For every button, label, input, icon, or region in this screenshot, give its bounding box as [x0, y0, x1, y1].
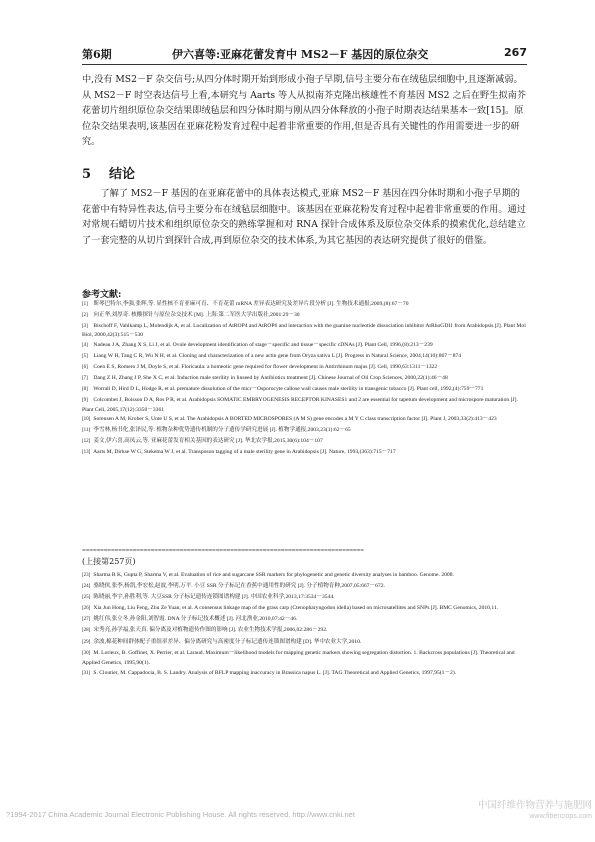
reference-number: [30]	[82, 650, 91, 656]
reference-text: Xia Jun Hong, Liu Feng, Zhu Ze Yuan, et al. A consensus linkage map of the grass carp (Ctenopharyngodon idella) based on microsatellites and SNPs [J]. BMC Genomics, 2010,11.	[92, 605, 499, 612]
reference-text: Aarts M, Dirkse W G, Stekema W J, et al. Transposon tagging of a male sterility gene in Arabidopsis [J]. Nature, 1993,(363):715－717	[92, 449, 396, 456]
reference-number: [23]	[82, 573, 91, 578]
header-divider	[82, 64, 527, 65]
reference-number: [3]	[82, 323, 88, 329]
reference-text: Nadeau J A, Zhang X S, Li J, et al. Ovule development identification of stage－specific and tissue－specific cDNAs [J]. Plant Cell, 1996,(8):213－239	[92, 342, 433, 349]
body-paragraph: 中,没有 MS2－F 杂交信号;从四分体时期开始到形成小孢子早期,信号主要分布在绒毡层细胞中,且逐渐减弱。从 MS2－F 时空表达信号上看,本研究与 Aarts 等人从拟南芥克隆出核雄性不育基因 MS2 之后在野生拟南芥花蕾切片组织原位杂交结果即绒毡层和四分体时期与刚从四分体释放的小孢子时期表达结果基本一致[15]。原位杂交结果表明,该基因在亚麻花粉发育过程中起着非常重要的作用,但是否具有关键性的作用需要进一步的研究。	[82, 74, 526, 148]
reference-text: 余波,棉花种间群体配子重组率差异、偏分离研究与高密度分子标记遗传连锁图谱构建 [D]. 华中农业大学,2010.	[92, 638, 362, 645]
reference-text: 姚红伟,张立冬,孙金阳,刘智霞. DNA 分子标记技术概述 [J]. 河北渔业,2010,07:42－46.	[92, 616, 298, 623]
reference-number: [4]	[82, 343, 88, 349]
reference-entry	[82, 615, 527, 625]
reference-number: [11]	[82, 428, 91, 434]
running-title: 伊六喜等:亚麻花蕾发育中 MS2－F 基因的原位杂交	[172, 48, 429, 61]
reference-entry	[82, 626, 527, 636]
reference-number: [8]	[82, 386, 88, 392]
reference-text: Dang Z H, Zhang J P, She X C, et al. Induction male sterility in linseed by Antibiotics treatment [J]. Chinese Journal of Oil Crop Sciences, 2000,22(1):46－48	[92, 375, 448, 382]
reference-number: [13]	[82, 450, 91, 456]
reference-entry	[82, 571, 527, 581]
copyright-footer: ?1994-2017 China Academic Journal Electronic Publishing House. All rights reserved. http://www.cnki.net	[6, 810, 355, 819]
reference-number: [2]	[82, 312, 88, 318]
reference-entry	[82, 448, 527, 458]
reference-entry	[82, 426, 527, 436]
reference-entry	[82, 593, 527, 603]
reference-text: Worrall D, Hird D L, Hodge R, et al. premature dissolution of the micr－Osporocyte callose wall causes male sterility in transgenic tobacco [J]. Plant cell, 1992,(4):759－771	[92, 385, 484, 392]
reference-entry	[82, 669, 527, 679]
watermark-title: 中国纤维作物营养与施肥网	[477, 800, 592, 811]
discussion-text	[82, 72, 527, 150]
reference-entry	[82, 437, 527, 447]
reference-text: Colcombet J, Boisson D A, Ros P R, et al. Arabidopsis SOMATIC EMBRYOGENESIS RECEPTOR KINASES1 and 2 are essential for tapetum development and microspore maturation [J]. Plant Cell, 2005,17(12):3350－3361	[82, 396, 518, 413]
reference-number: [12]	[82, 439, 91, 445]
reference-number: [9]	[82, 397, 88, 403]
conclusion-text	[82, 186, 527, 248]
reference-entry	[82, 649, 527, 668]
reference-entry	[82, 363, 527, 373]
reference-number: [27]	[82, 617, 91, 623]
section-heading	[82, 163, 135, 182]
reference-text: 向正华,刘厚奇. 核酸探针与原位杂交技术 [M]. 上海:第二军医大学出版社,2001:29－30	[92, 311, 300, 318]
reference-number: [31]	[82, 670, 91, 676]
reference-entry	[82, 415, 527, 425]
reference-number: [24]	[82, 584, 91, 590]
reference-entry	[82, 604, 527, 614]
watermark-url: www.fibercrops.com	[529, 813, 592, 820]
references-heading: 参考文献:	[82, 290, 122, 300]
section-number: 5	[82, 167, 92, 182]
reference-list-continued	[82, 571, 527, 680]
reference-number: [1]	[82, 302, 88, 307]
running-header	[82, 46, 527, 64]
reference-number: [10]	[82, 417, 91, 423]
reference-text: 骆晓侠,张李,杨凯,李宏松,赵波,李明,万平. 小豆 SSR 分子标记在香蕉中通用性的研究 [J]. 分子植物育种,2007,05:667－672.	[92, 583, 385, 590]
continued-label: (上接第257页)	[82, 557, 136, 566]
reference-text: M. Lorieux, B. Goffinet, X. Perrier, et al. Laraud. Maximum－likelihood models for mapping genetic markers showing segregation distortion. 1. Backcross populations [J]. Theoretical and Applied Genetics, 1995,90(1).	[82, 649, 515, 666]
reference-text: 斯琴巴特尔,李强,张辉,等. 显性核不育亚麻可育、不育花蕾 mRNA 差异表达研究及差异片段分析 [J]. 生物技术通报,2009,(8):67－70	[92, 301, 409, 307]
reference-text: 李雪林,杨书化,张泽民,等. 植物杂种优势遗传机制的分子遗传学研究进展 [J]. 植物学通报,2003,23(1):62－65	[92, 427, 351, 434]
reference-number: [6]	[82, 365, 88, 371]
page-number: 267	[504, 46, 527, 59]
reference-number: [25]	[82, 595, 91, 601]
reference-text: Bischoff F, Vahlkamp L, Molendijk A, et al. Localization of AtROP4 and AtROP6 and interaction with the guanine nucleotide dissociation inhibitor AtRhoGDI1 from Arabidopsis [J]. Plant Mol Biol, 2000,42(3):515－530	[82, 322, 526, 339]
reference-entry	[82, 322, 527, 340]
issue-number: 第6期	[82, 48, 112, 61]
reference-number: [7]	[82, 376, 88, 382]
reference-number: [26]	[82, 606, 91, 612]
reference-text: Sharma R K, Gupta P, Sharma V, et al. Evaluation of rice and sugarcane SSR markers for phylogenetic and genetic diversity analyses in bamboo. Genome. 2008.	[92, 572, 454, 578]
reference-entry	[82, 385, 527, 395]
reference-list	[82, 300, 527, 459]
reference-entry	[82, 300, 527, 310]
reference-number: [5]	[82, 354, 88, 360]
reference-entry	[82, 582, 527, 592]
reference-text: Coen E S, Romero J M, Doyle S, et al. Floricaula: a homeotic gene required for flower development in Antirrhinum majus [J]. Cell, 1990,63:1311－1322	[92, 364, 438, 371]
site-watermark	[456, 800, 592, 822]
section-title: 结论	[109, 167, 136, 182]
reference-text: 陈晓丽,李宇,孙胜利,等. 大豆SSR 分子标记遗传连锁图谱构建 [J]. 中国农业科学,2013,17:3534－3544.	[92, 594, 335, 601]
reference-entry	[82, 341, 527, 351]
section-separator: ≈≈≈≈≈≈≈≈≈≈≈≈≈≈≈≈≈≈≈≈≈≈≈≈≈≈≈≈≈≈≈≈≈≈≈≈≈≈≈≈≈≈≈≈≈≈≈≈≈≈≈≈≈≈≈≈≈≈≈≈≈≈≈≈≈≈≈≈≈≈≈≈≈≈≈≈≈≈	[82, 548, 364, 554]
reference-entry	[82, 352, 527, 362]
reference-entry	[82, 396, 527, 414]
reference-text: 姜文,伊六喜,高凤云,等. 亚麻花蕾发育相关基因的表达研究 [J]. 华北农学报,2015,30(6):104－107	[92, 438, 323, 445]
conclusion-paragraph: 了解了 MS2－F 基因的在亚麻花蕾中的具体表达模式,亚麻 MS2－F 基因在四分体时期和小孢子早期的花蕾中有特异性表达,信号主要分布在绒毡层细胞中。该基因在亚麻花粉发育过程中起着非常重要的作用。通过对常规石蜡切片技术和组织原位杂交的熟练掌握和对 RNA 探针合成体系及原位杂交体系的摸索优化,总结建立了一套完整的从切片到探针合成,再到原位杂交的技术体系,为其它基因的表达研究提供了很好的借鉴。	[82, 188, 526, 246]
reference-entry	[82, 311, 527, 321]
reference-text: Sorensen A M, Krober S, Unte U S, et al. The Arabidopsis A BORTED MICROSPORES (A M S) gene encodes a M Y C class transcription factor [J]. Plant J, 2003,33(2):413－423	[92, 416, 497, 423]
reference-number: [29]	[82, 639, 91, 645]
reference-text: S. Cloutier, M. Cappadocia, B. S. Landry. Analysis of RFLP mapping inaccuracy in Brassica napus L. [J]. TAG Theoretical and Applied Genetics, 1997,95(1－2).	[92, 669, 457, 676]
reference-entry	[82, 374, 527, 384]
reference-number: [28]	[82, 628, 91, 634]
reference-text: Liang W H, Tang C R, Wu N H, et al. Cloning and characterization of a new actin gene from Oryza sativa L [J]. Progress in Natural Science, 2004,14(10):867－874	[92, 353, 462, 360]
reference-text: 宋秀亮,孙学福,张天真. 偏分离及对植物遗传作图的影响 [J]. 农业生物技术学报,2006,02:286－292.	[92, 627, 328, 634]
reference-entry	[82, 638, 527, 648]
